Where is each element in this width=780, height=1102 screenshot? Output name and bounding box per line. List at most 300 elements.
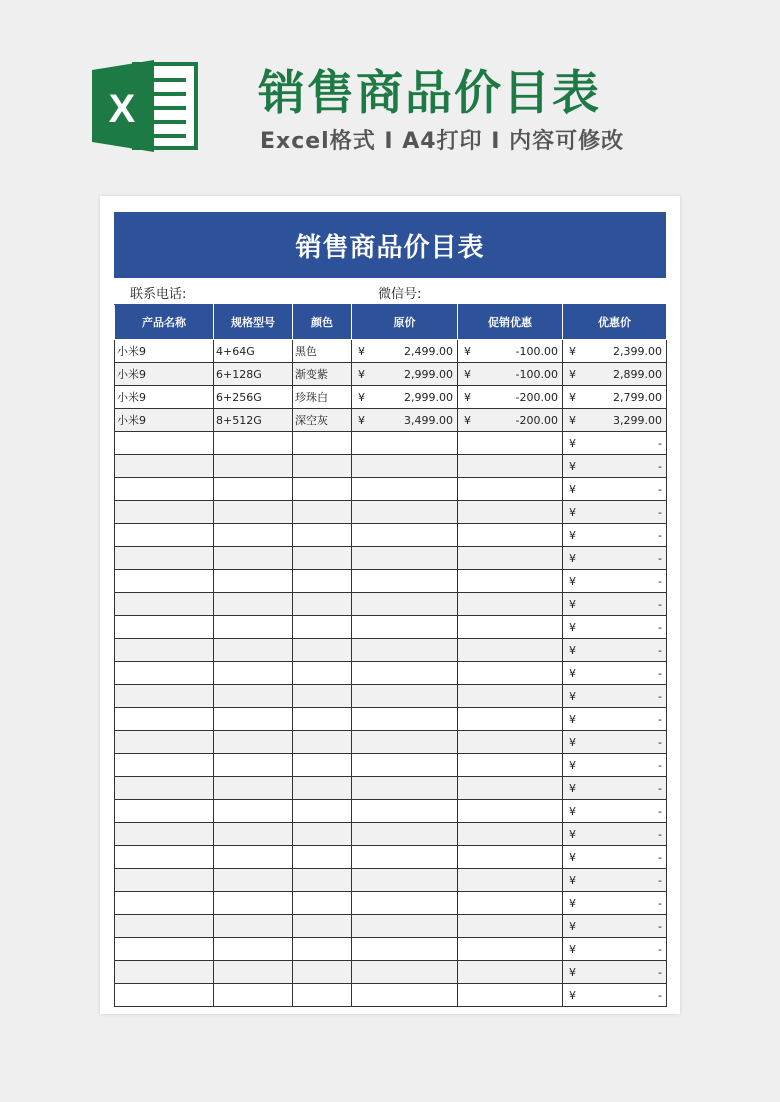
cell-final-price[interactable] — [563, 455, 667, 478]
amount: - — [658, 896, 662, 910]
cell-final-price[interactable] — [563, 984, 667, 1007]
cell-final-price[interactable] — [563, 501, 667, 524]
table-row — [115, 915, 667, 938]
cell-color[interactable] — [293, 363, 352, 386]
cell-original-price[interactable] — [352, 984, 458, 1007]
cell-product-name[interactable] — [115, 823, 214, 846]
money-value — [460, 414, 560, 427]
cell-discount[interactable] — [458, 800, 563, 823]
cell-product-name[interactable] — [115, 363, 214, 386]
cell-original-price[interactable] — [352, 363, 458, 386]
cell-spec[interactable] — [214, 938, 293, 961]
column-header-color[interactable]: 颜色 — [293, 305, 352, 340]
cell-color[interactable] — [293, 570, 352, 593]
cell-spec[interactable] — [214, 478, 293, 501]
cell-discount[interactable] — [458, 363, 563, 386]
cell-original-price[interactable] — [352, 731, 458, 754]
promo-banner — [0, 0, 780, 196]
cell-original-price[interactable] — [352, 800, 458, 823]
currency-symbol: ¥ — [569, 367, 576, 381]
cell-product-name[interactable] — [115, 800, 214, 823]
cell-discount[interactable] — [458, 708, 563, 731]
cell-discount[interactable] — [458, 938, 563, 961]
table-header-row — [115, 305, 667, 340]
cell-text: 4+64G — [216, 344, 255, 358]
promo-title: 销售商品价目表 — [258, 66, 601, 121]
currency-symbol: ¥ — [464, 367, 471, 381]
currency-symbol: ¥ — [569, 712, 576, 726]
cell-discount[interactable] — [458, 570, 563, 593]
cell-final-price[interactable] — [563, 616, 667, 639]
column-header-final[interactable]: 优惠价 — [563, 305, 667, 340]
cell-spec[interactable] — [214, 846, 293, 869]
cell-discount[interactable] — [458, 915, 563, 938]
cell-final-price[interactable] — [563, 570, 667, 593]
logo-letter: X — [108, 87, 136, 131]
money-value — [565, 943, 664, 956]
money-value — [354, 368, 455, 381]
currency-symbol: ¥ — [569, 436, 576, 450]
cell-product-name[interactable] — [115, 938, 214, 961]
cell-product-name[interactable] — [115, 478, 214, 501]
cell-color[interactable] — [293, 961, 352, 984]
cell-product-name[interactable] — [115, 455, 214, 478]
cell-spec[interactable] — [214, 892, 293, 915]
money-value — [565, 345, 664, 358]
cell-final-price[interactable] — [563, 363, 667, 386]
cell-spec[interactable] — [214, 409, 293, 432]
cell-original-price[interactable] — [352, 340, 458, 363]
currency-symbol: ¥ — [569, 942, 576, 956]
currency-symbol: ¥ — [569, 919, 576, 933]
money-value — [565, 920, 664, 933]
cell-color[interactable] — [293, 685, 352, 708]
currency-symbol: ¥ — [569, 620, 576, 634]
currency-symbol: ¥ — [569, 505, 576, 519]
currency-symbol: ¥ — [569, 574, 576, 588]
amount: - — [658, 735, 662, 749]
cell-final-price[interactable] — [563, 915, 667, 938]
cell-final-price[interactable] — [563, 685, 667, 708]
amount: - — [658, 643, 662, 657]
cell-original-price[interactable] — [352, 961, 458, 984]
cell-color[interactable] — [293, 662, 352, 685]
cell-product-name[interactable] — [115, 961, 214, 984]
cell-final-price[interactable] — [563, 409, 667, 432]
table-row — [115, 731, 667, 754]
money-value — [565, 897, 664, 910]
cell-discount[interactable] — [458, 524, 563, 547]
column-header-spec[interactable]: 规格型号 — [214, 305, 293, 340]
cell-final-price[interactable] — [563, 777, 667, 800]
money-value — [565, 506, 664, 519]
wechat-label: 微信号: — [378, 287, 422, 302]
amount: - — [658, 597, 662, 611]
amount: - — [658, 528, 662, 542]
amount: - — [658, 873, 662, 887]
cell-original-price[interactable] — [352, 570, 458, 593]
cell-discount[interactable] — [458, 754, 563, 777]
cell-discount[interactable] — [458, 593, 563, 616]
cell-spec[interactable] — [214, 823, 293, 846]
cell-product-name[interactable] — [115, 892, 214, 915]
cell-color[interactable] — [293, 800, 352, 823]
money-value — [565, 966, 664, 979]
excel-logo-icon — [92, 58, 202, 154]
cell-original-price[interactable] — [352, 593, 458, 616]
cell-product-name[interactable] — [115, 409, 214, 432]
cell-original-price[interactable] — [352, 501, 458, 524]
cell-spec[interactable] — [214, 501, 293, 524]
cell-color[interactable] — [293, 984, 352, 1007]
cell-final-price[interactable] — [563, 869, 667, 892]
currency-symbol: ¥ — [358, 390, 365, 404]
cell-original-price[interactable] — [352, 524, 458, 547]
cell-discount[interactable] — [458, 432, 563, 455]
cell-color[interactable] — [293, 432, 352, 455]
amount: - — [658, 827, 662, 841]
cell-spec[interactable] — [214, 915, 293, 938]
amount: 3,499.00 — [404, 413, 453, 427]
amount: - — [658, 965, 662, 979]
cell-spec[interactable] — [214, 662, 293, 685]
cell-discount[interactable] — [458, 662, 563, 685]
money-value — [565, 828, 664, 841]
cell-discount[interactable] — [458, 386, 563, 409]
cell-product-name[interactable] — [115, 662, 214, 685]
cell-text: 渐变紫 — [295, 368, 328, 381]
cell-final-price[interactable] — [563, 961, 667, 984]
cell-discount[interactable] — [458, 501, 563, 524]
cell-color[interactable] — [293, 547, 352, 570]
cell-discount[interactable] — [458, 777, 563, 800]
cell-final-price[interactable] — [563, 547, 667, 570]
cell-final-price[interactable] — [563, 846, 667, 869]
cell-final-price[interactable] — [563, 938, 667, 961]
cell-product-name[interactable] — [115, 616, 214, 639]
cell-color[interactable] — [293, 777, 352, 800]
cell-spec[interactable] — [214, 754, 293, 777]
amount: - — [658, 988, 662, 1002]
amount: - — [658, 459, 662, 473]
amount: - — [658, 919, 662, 933]
cell-color[interactable] — [293, 846, 352, 869]
cell-color[interactable] — [293, 501, 352, 524]
cell-final-price[interactable] — [563, 524, 667, 547]
document-title: 销售商品价目表 — [114, 212, 666, 278]
currency-symbol: ¥ — [569, 344, 576, 358]
cell-final-price[interactable] — [563, 708, 667, 731]
cell-final-price[interactable] — [563, 800, 667, 823]
table-row — [115, 938, 667, 961]
cell-original-price[interactable] — [352, 754, 458, 777]
cell-color[interactable] — [293, 616, 352, 639]
cell-text: 6+128G — [216, 367, 262, 381]
price-table — [114, 304, 667, 1007]
table-row — [115, 570, 667, 593]
column-header-discount[interactable]: 促销优惠 — [458, 305, 563, 340]
table-row — [115, 616, 667, 639]
money-value — [565, 690, 664, 703]
currency-symbol: ¥ — [358, 344, 365, 358]
currency-symbol: ¥ — [569, 390, 576, 404]
amount: - — [658, 850, 662, 864]
column-header-price[interactable]: 原价 — [352, 305, 458, 340]
cell-product-name[interactable] — [115, 984, 214, 1007]
cell-original-price[interactable] — [352, 662, 458, 685]
currency-symbol: ¥ — [569, 482, 576, 496]
cell-spec[interactable] — [214, 800, 293, 823]
cell-color[interactable] — [293, 386, 352, 409]
cell-final-price[interactable] — [563, 478, 667, 501]
cell-product-name[interactable] — [115, 570, 214, 593]
cell-final-price[interactable] — [563, 432, 667, 455]
cell-spec[interactable] — [214, 731, 293, 754]
money-value — [565, 713, 664, 726]
cell-spec[interactable] — [214, 340, 293, 363]
money-value — [565, 621, 664, 634]
money-value — [460, 368, 560, 381]
contact-row — [114, 280, 666, 304]
cell-final-price[interactable] — [563, 593, 667, 616]
table-row — [115, 593, 667, 616]
cell-original-price[interactable] — [352, 409, 458, 432]
money-value — [565, 851, 664, 864]
cell-text: 小米9 — [117, 368, 146, 381]
cell-original-price[interactable] — [352, 386, 458, 409]
cell-color[interactable] — [293, 524, 352, 547]
cell-spec[interactable] — [214, 777, 293, 800]
cell-discount[interactable] — [458, 478, 563, 501]
cell-product-name[interactable] — [115, 915, 214, 938]
cell-original-price[interactable] — [352, 685, 458, 708]
currency-symbol: ¥ — [464, 413, 471, 427]
money-value — [565, 529, 664, 542]
cell-final-price[interactable] — [563, 639, 667, 662]
cell-spec[interactable] — [214, 524, 293, 547]
cell-text: 深空灰 — [295, 414, 328, 427]
cell-text: 小米9 — [117, 391, 146, 404]
amount: - — [658, 505, 662, 519]
cell-product-name[interactable] — [115, 731, 214, 754]
cell-spec[interactable] — [214, 455, 293, 478]
cell-text: 珍珠白 — [295, 391, 328, 404]
amount: - — [658, 689, 662, 703]
cell-spec[interactable] — [214, 616, 293, 639]
cell-product-name[interactable] — [115, 547, 214, 570]
table-row — [115, 892, 667, 915]
cell-original-price[interactable] — [352, 639, 458, 662]
cell-spec[interactable] — [214, 639, 293, 662]
promo-subtitle: Excel格式 I A4打印 I 内容可修改 — [260, 129, 625, 154]
money-value — [565, 805, 664, 818]
cell-product-name[interactable] — [115, 754, 214, 777]
cell-final-price[interactable] — [563, 892, 667, 915]
cell-spec[interactable] — [214, 432, 293, 455]
money-value — [565, 989, 664, 1002]
cell-discount[interactable] — [458, 409, 563, 432]
currency-symbol: ¥ — [569, 735, 576, 749]
cell-product-name[interactable] — [115, 846, 214, 869]
cell-original-price[interactable] — [352, 455, 458, 478]
cell-product-name[interactable] — [115, 777, 214, 800]
currency-symbol: ¥ — [569, 689, 576, 703]
amount: 2,499.00 — [404, 344, 453, 358]
cell-product-name[interactable] — [115, 524, 214, 547]
cell-spec[interactable] — [214, 386, 293, 409]
cell-product-name[interactable] — [115, 869, 214, 892]
cell-discount[interactable] — [458, 455, 563, 478]
amount: - — [658, 942, 662, 956]
currency-symbol: ¥ — [569, 758, 576, 772]
cell-color[interactable] — [293, 823, 352, 846]
cell-spec[interactable] — [214, 363, 293, 386]
cell-original-price[interactable] — [352, 938, 458, 961]
cell-color[interactable] — [293, 915, 352, 938]
cell-original-price[interactable] — [352, 478, 458, 501]
currency-symbol: ¥ — [569, 459, 576, 473]
cell-spec[interactable] — [214, 961, 293, 984]
amount: - — [658, 482, 662, 496]
amount: 2,999.00 — [404, 390, 453, 404]
cell-original-price[interactable] — [352, 823, 458, 846]
table-row — [115, 409, 667, 432]
table-row — [115, 432, 667, 455]
cell-color[interactable] — [293, 754, 352, 777]
column-header-name[interactable]: 产品名称 — [115, 305, 214, 340]
cell-final-price[interactable] — [563, 386, 667, 409]
cell-final-price[interactable] — [563, 731, 667, 754]
cell-spec[interactable] — [214, 708, 293, 731]
amount: -100.00 — [515, 367, 558, 381]
money-value — [565, 667, 664, 680]
table-row — [115, 846, 667, 869]
cell-final-price[interactable] — [563, 823, 667, 846]
currency-symbol: ¥ — [569, 643, 576, 657]
amount: - — [658, 436, 662, 450]
money-value — [354, 345, 455, 358]
cell-color[interactable] — [293, 639, 352, 662]
currency-symbol: ¥ — [569, 873, 576, 887]
amount: - — [658, 781, 662, 795]
table-row — [115, 501, 667, 524]
money-value — [565, 368, 664, 381]
cell-spec[interactable] — [214, 570, 293, 593]
cell-color[interactable] — [293, 869, 352, 892]
cell-discount[interactable] — [458, 547, 563, 570]
cell-original-price[interactable] — [352, 708, 458, 731]
cell-original-price[interactable] — [352, 915, 458, 938]
money-value — [565, 552, 664, 565]
cell-original-price[interactable] — [352, 432, 458, 455]
money-value — [354, 391, 455, 404]
cell-spec[interactable] — [214, 547, 293, 570]
table-row — [115, 823, 667, 846]
cell-discount[interactable] — [458, 685, 563, 708]
money-value — [565, 414, 664, 427]
currency-symbol: ¥ — [464, 344, 471, 358]
currency-symbol: ¥ — [358, 367, 365, 381]
amount: - — [658, 758, 662, 772]
table-body — [115, 340, 667, 1007]
cell-discount[interactable] — [458, 892, 563, 915]
cell-final-price[interactable] — [563, 754, 667, 777]
currency-symbol: ¥ — [569, 528, 576, 542]
cell-text: 6+256G — [216, 390, 262, 404]
cell-final-price[interactable] — [563, 662, 667, 685]
money-value — [460, 391, 560, 404]
cell-color[interactable] — [293, 593, 352, 616]
cell-color[interactable] — [293, 938, 352, 961]
currency-symbol: ¥ — [569, 551, 576, 565]
currency-symbol: ¥ — [569, 965, 576, 979]
cell-product-name[interactable] — [115, 432, 214, 455]
cell-spec[interactable] — [214, 984, 293, 1007]
cell-color[interactable] — [293, 340, 352, 363]
table-row — [115, 869, 667, 892]
cell-discount[interactable] — [458, 846, 563, 869]
cell-original-price[interactable] — [352, 869, 458, 892]
cell-discount[interactable] — [458, 731, 563, 754]
cell-original-price[interactable] — [352, 777, 458, 800]
money-value — [565, 874, 664, 887]
cell-discount[interactable] — [458, 639, 563, 662]
amount: 2,999.00 — [404, 367, 453, 381]
cell-color[interactable] — [293, 455, 352, 478]
amount: -100.00 — [515, 344, 558, 358]
cell-text: 黑色 — [295, 345, 317, 358]
amount: - — [658, 551, 662, 565]
cell-discount[interactable] — [458, 984, 563, 1007]
cell-original-price[interactable] — [352, 547, 458, 570]
amount: 2,399.00 — [613, 344, 662, 358]
cell-product-name[interactable] — [115, 340, 214, 363]
cell-final-price[interactable] — [563, 340, 667, 363]
cell-original-price[interactable] — [352, 616, 458, 639]
money-value — [565, 782, 664, 795]
cell-product-name[interactable] — [115, 708, 214, 731]
cell-color[interactable] — [293, 731, 352, 754]
cell-discount[interactable] — [458, 869, 563, 892]
cell-discount[interactable] — [458, 616, 563, 639]
cell-discount[interactable] — [458, 961, 563, 984]
table-row — [115, 340, 667, 363]
cell-discount[interactable] — [458, 340, 563, 363]
cell-color[interactable] — [293, 708, 352, 731]
cell-spec[interactable] — [214, 593, 293, 616]
currency-symbol: ¥ — [569, 827, 576, 841]
cell-product-name[interactable] — [115, 386, 214, 409]
table-row — [115, 961, 667, 984]
cell-spec[interactable] — [214, 869, 293, 892]
cell-color[interactable] — [293, 409, 352, 432]
cell-original-price[interactable] — [352, 846, 458, 869]
cell-spec[interactable] — [214, 685, 293, 708]
cell-product-name[interactable] — [115, 639, 214, 662]
cell-color[interactable] — [293, 892, 352, 915]
cell-text: 8+512G — [216, 413, 262, 427]
cell-product-name[interactable] — [115, 593, 214, 616]
table-row — [115, 639, 667, 662]
table-row — [115, 478, 667, 501]
cell-product-name[interactable] — [115, 685, 214, 708]
cell-discount[interactable] — [458, 823, 563, 846]
money-value — [565, 437, 664, 450]
cell-original-price[interactable] — [352, 892, 458, 915]
cell-product-name[interactable] — [115, 501, 214, 524]
money-value — [460, 345, 560, 358]
cell-color[interactable] — [293, 478, 352, 501]
